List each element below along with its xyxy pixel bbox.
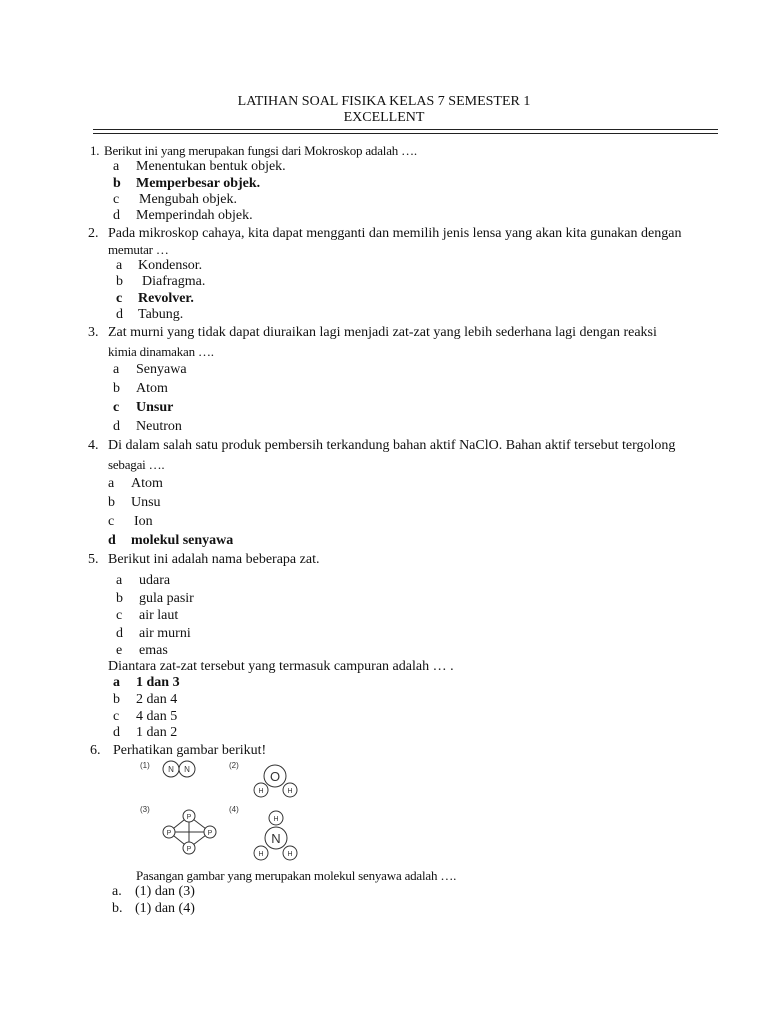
item-letter: b [116,591,123,606]
option-letter: a [108,476,115,491]
option-letter: b [116,274,123,289]
atom-symbol: H [287,851,293,858]
atom-symbol: P [186,846,192,853]
option-text: 2 dan 4 [136,692,178,707]
question-number: 1. [90,143,100,158]
option-letter: c [108,514,115,529]
option-letter: d [113,419,120,434]
atom-symbol: N [168,765,174,774]
question-number: 5. [88,552,99,567]
option-letter: c [113,192,120,207]
question-number: 2. [88,226,99,241]
option-text: Atom [131,476,163,491]
option-letter: b [113,381,120,396]
option-text: Tabung. [138,307,184,322]
molecule-figure [135,756,315,864]
option-text: 4 dan 5 [136,709,178,724]
option-text: Revolver. [138,291,194,306]
option-letter: d [116,307,123,322]
figure-label: (3) [140,805,150,814]
option-text: Atom [136,381,168,396]
question-text: Di dalam salah satu produk pembersih terkandung bahan aktif NaClO. Bahan aktif tersebut tergolong [108,438,676,453]
option-text: Unsur [136,400,174,415]
atom-symbol: O [269,769,281,784]
item-letter: e [116,643,123,658]
option-letter: d [113,725,120,740]
atom-symbol: H [273,816,279,823]
question-prompt: Diantara zat-zat tersebut yang termasuk campuran adalah … . [108,659,454,674]
question-text: Berikut ini yang merupakan fungsi dari Mokroskop adalah …. [104,143,417,158]
atom-symbol: N [271,831,281,846]
option-letter: b [113,692,120,707]
figure-label: (2) [229,761,239,770]
option-text: 1 dan 2 [136,725,178,740]
option-text: molekul senyawa [131,533,234,548]
page-title: LATIHAN SOAL FISIKA KELAS 7 SEMESTER 1 [237,94,531,109]
option-letter: a [116,258,123,273]
option-letter: b [108,495,115,510]
option-text: Memperindah objek. [136,208,253,223]
option-text: (1) dan (4) [135,901,195,916]
header-divider [93,133,718,134]
atom-symbol: H [287,788,293,795]
option-text: Diafragma. [142,274,206,289]
item-text: emas [139,643,168,658]
question-number: 6. [90,743,101,758]
option-text: (1) dan (3) [135,884,195,899]
question-number: 3. [88,325,99,340]
option-text: Ion [134,514,153,529]
question-text: Pada mikroskop cahaya, kita dapat mengganti dan memilih jenis lensa yang akan kita gunakan dengan [108,226,682,241]
item-text: air laut [139,608,179,623]
option-text: 1 dan 3 [136,675,180,690]
item-letter: c [116,608,123,623]
question-number: 4. [88,438,99,453]
header-divider [93,129,718,130]
option-letter: d [113,208,120,223]
question-text: sebagai …. [108,457,165,472]
option-text: Memperbesar objek. [136,176,261,191]
option-text: Kondensor. [138,258,203,273]
item-letter: d [116,626,123,641]
figure-label: (1) [140,761,150,770]
question-text: memutar … [108,242,169,257]
option-text: Menentukan bentuk objek. [136,159,286,174]
question-prompt: Pasangan gambar yang merupakan molekul senyawa adalah …. [136,868,457,883]
option-letter: b. [112,901,123,916]
atom-symbol: H [258,851,264,858]
atom-symbol: P [186,814,192,821]
item-letter: a [116,573,123,588]
option-letter: a [113,362,120,377]
option-letter: a [113,159,120,174]
option-letter: a [113,675,120,690]
option-text: Unsu [131,495,161,510]
atom-symbol: P [207,830,213,837]
atom-symbol: H [258,788,264,795]
atom-symbol: P [166,830,172,837]
question-text: kimia dinamakan …. [108,344,214,359]
option-text: Mengubah objek. [139,192,237,207]
option-letter: c [113,709,120,724]
option-letter: b [113,176,121,191]
atom-symbol: N [184,765,190,774]
page-subtitle: EXCELLENT [343,110,425,125]
item-text: udara [139,573,171,588]
item-text: air murni [139,626,191,641]
option-text: Neutron [136,419,182,434]
item-text: gula pasir [139,591,194,606]
question-text: Berikut ini adalah nama beberapa zat. [108,552,320,567]
option-letter: d [108,533,116,548]
option-letter: a. [112,884,122,899]
question-text: Perhatikan gambar berikut! [113,743,267,758]
question-text: Zat murni yang tidak dapat diuraikan lagi menjadi zat-zat yang lebih sederhana lagi dengan reaksi [108,325,657,340]
option-letter: c [113,400,120,415]
option-text: Senyawa [136,362,187,377]
option-letter: c [116,291,123,306]
figure-label: (4) [229,805,239,814]
